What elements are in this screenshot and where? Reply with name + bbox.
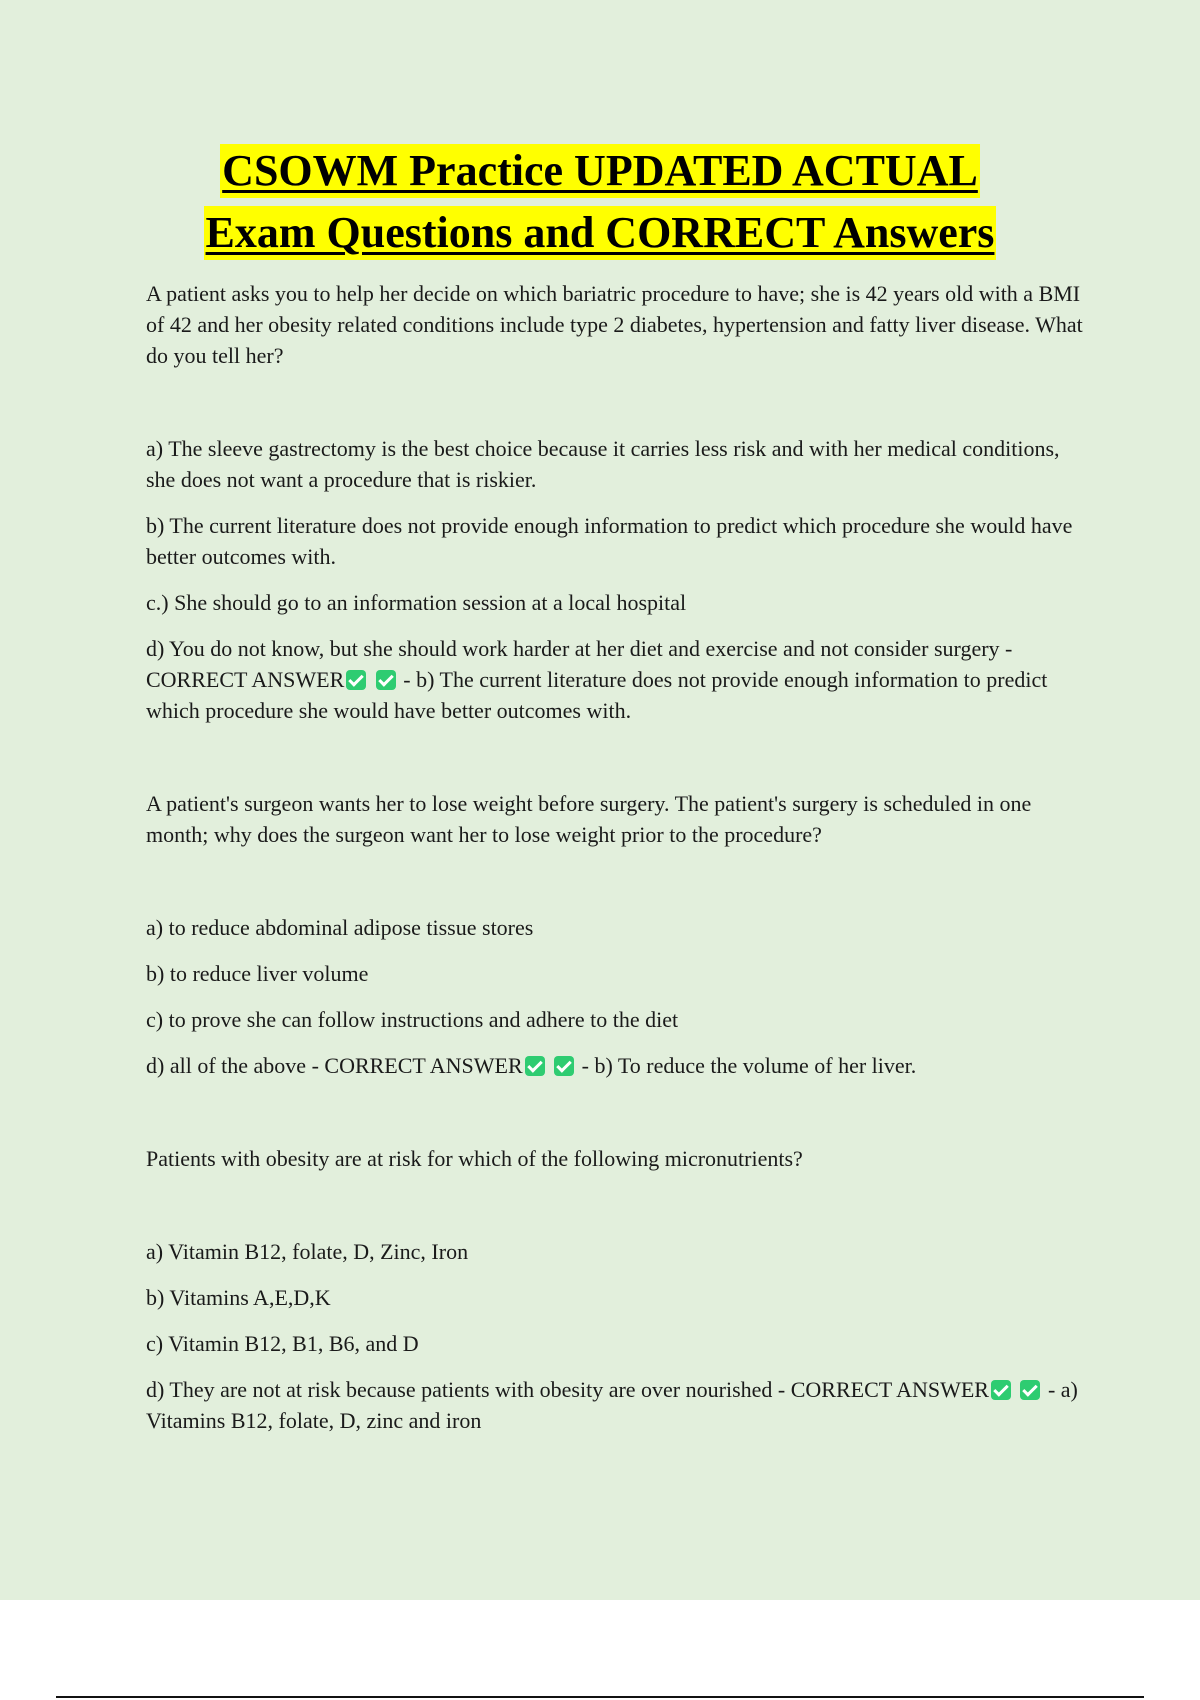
option-b: b) to reduce liver volume (146, 961, 369, 986)
answer-label: - CORRECT ANSWER (772, 1377, 989, 1402)
option-a: a) Vitamin B12, folate, D, Zinc, Iron (146, 1239, 469, 1264)
option-c: c) Vitamin B12, B1, B6, and D (146, 1331, 419, 1356)
title-line-1: CSOWM Practice UPDATED ACTUAL (220, 144, 980, 198)
footer-rule (56, 1696, 1144, 1698)
check-mark-icon (525, 1056, 545, 1076)
option-d-with-answer (146, 633, 1086, 726)
question-text: A patient's surgeon wants her to lose weight before surgery. The patient's surgery is scheduled in one month; why does the surgeon want her to lose weight prior to the procedure? (146, 791, 1032, 847)
document-body (146, 278, 1086, 1498)
answer-label: - CORRECT ANSWER (306, 1053, 523, 1078)
answer-text: - b) The current literature does not provide enough information to predict which procedure she would have better outcomes with. (146, 667, 1048, 723)
answer-text: - a) Vitamins B12, folate, D, zinc and iron (146, 1377, 1078, 1433)
check-mark-icon (346, 670, 366, 690)
option-d: d) all of the above (146, 1053, 307, 1078)
option-d-with-answer (146, 1050, 1086, 1081)
option-d-with-answer (146, 1374, 1086, 1436)
title-line-2: Exam Questions and CORRECT Answers (204, 206, 997, 260)
option-b: b) The current literature does not provide enough information to predict which procedure she would have better outcomes with. (146, 513, 1073, 569)
check-mark-icon (1020, 1380, 1040, 1400)
option-a: a) to reduce abdominal adipose tissue stores (146, 915, 534, 940)
option-d: d) They are not at risk because patients with obesity are over nourished (146, 1377, 773, 1402)
option-a: a) The sleeve gastrectomy is the best choice because it carries less risk and with her medical conditions, she does not want a procedure that is riskier. (146, 436, 1060, 492)
check-mark-icon (554, 1056, 574, 1076)
answer-text: - b) To reduce the volume of her liver. (581, 1053, 917, 1078)
option-d: d) You do not know, but she should work harder at her diet and exercise and not consider surgery (146, 636, 1000, 661)
document-title (0, 144, 1200, 268)
answer-label: - CORRECT ANSWER (146, 636, 1013, 692)
option-c: c) to prove she can follow instructions and adhere to the diet (146, 1007, 679, 1032)
question-text: A patient asks you to help her decide on which bariatric procedure to have; she is 42 years old with a BMI of 42 and her obesity related conditions include type 2 diabetes, hypertension and fatty liver disease. What do you tell her? (146, 281, 1083, 368)
option-c: c.) She should go to an information session at a local hospital (146, 590, 687, 615)
question-text: Patients with obesity are at risk for which of the following micronutrients? (146, 1146, 803, 1171)
check-mark-icon (991, 1380, 1011, 1400)
check-mark-icon (376, 670, 396, 690)
option-b: b) Vitamins A,E,D,K (146, 1285, 331, 1310)
